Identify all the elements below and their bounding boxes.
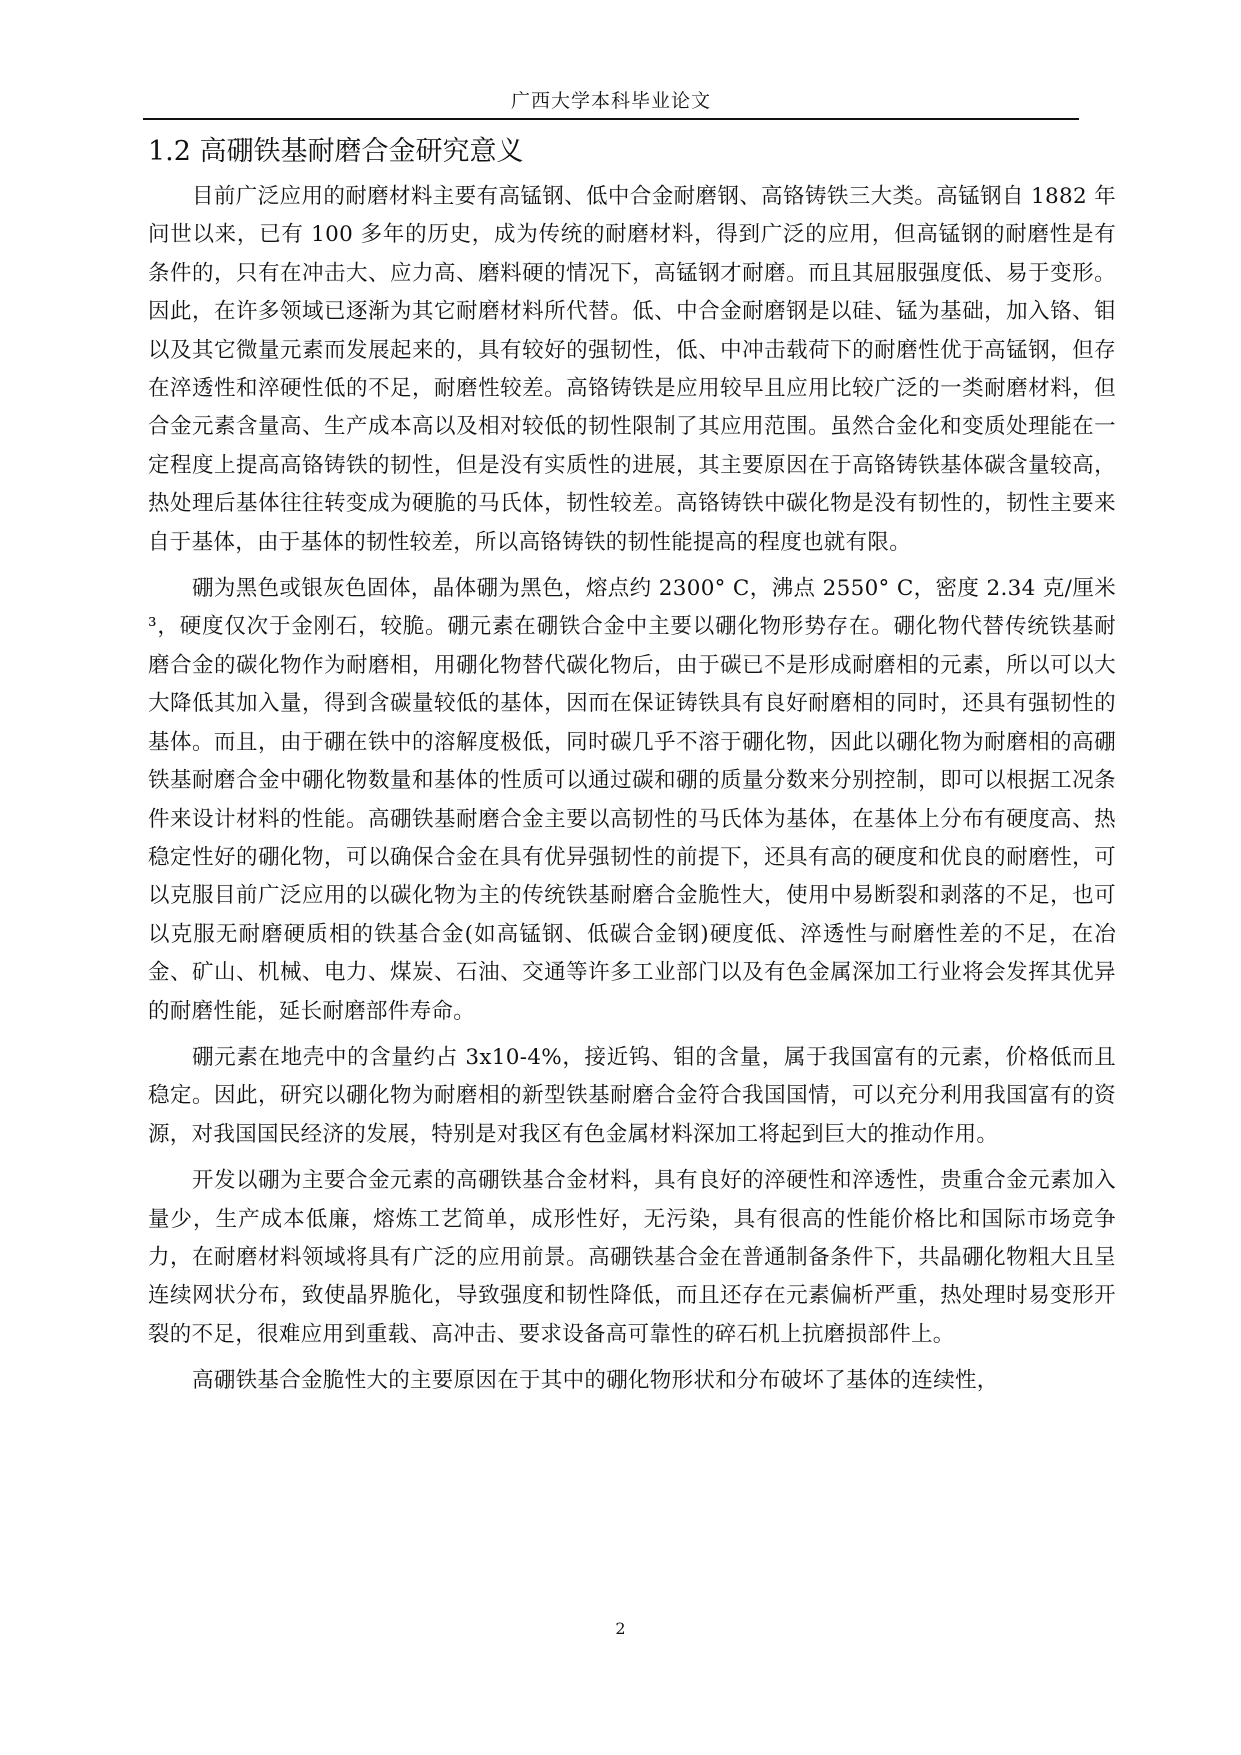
section-title: 1.2 高硼铁基耐磨合金研究意义 <box>148 136 524 167</box>
page-number: 2 <box>615 1619 626 1638</box>
paragraph-brittleness: 高硼铁基合金脆性大的主要原因在于其中的硼化物形状和分布破坏了基体的连续性， <box>192 1368 999 1394</box>
paragraph-boron-resources: 硼元素在地壳中的含量约占 3x10-4%，接近钨、钼的含量，属于我国富有的元素，价格低而且稳定。因此，研究以硼化物为耐磨相的新型铁基耐磨合金符合我国国情，可以充分利用我国富有的资源，对我国国民经济的发展，特别是对我区有色金属材料深加工将起到巨大的推动作用。 <box>148 1044 1116 1147</box>
paragraph-development: 开发以硼为主要合金元素的高硼铁基合金材料，具有良好的淬硬性和淬透性，贵重合金元素加入量少，生产成本低廉，熔炼工艺简单，成形性好，无污染，具有很高的性能价格比和国际市场竞争力，在耐磨材料领域将具有广泛的应用前景。高硼铁基合金在普通制备条件下，共晶硼化物粗大且呈连续网状分布，致使晶界脆化，导致强度和韧性降低，而且还存在元素偏析严重，热处理时易变形开裂的不足，很难应用到重载、高冲击、要求设备高可靠性的碎石机上抗磨损部件上。 <box>148 1168 1116 1347</box>
page-header: 广西大学本科毕业论文 <box>510 90 711 112</box>
body-text <box>148 178 1116 1409</box>
header-rule <box>143 118 1079 120</box>
paragraph-wear-materials: 目前广泛应用的耐磨材料主要有高锰钢、低中合金耐磨钢、高铬铸铁三大类。高锰钢自 1882 年问世以来，已有 100 多年的历史，成为传统的耐磨材料，得到广泛的应用，但高锰钢的耐磨性是有条件的，只有在冲击大、应力高、磨料硬的情况下，高锰钢才耐磨。而且其屈服强度低、易于变形。因此，在许多领域已逐渐为其它耐磨材料所代替。低、中合金耐磨钢是以硅、锰为基础，加入铬、钼以及其它微量元素而发展起来的，具有较好的强韧性，低、中冲击载荷下的耐磨性优于高锰钢，但存在淬透性和淬硬性低的不足，耐磨性较差。高铬铸铁是应用较早且应用比较广泛的一类耐磨材料，但合金元素含量高、生产成本高以及相对较低的韧性限制了其应用范围。虽然合金化和变质处理能在一定程度上提高高铬铸铁的韧性，但是没有实质性的进展，其主要原因在于高铬铸铁基体碳含量较高，热处理后基体往往转变成为硬脆的马氏体，韧性较差。高铬铸铁中碳化物是没有韧性的，韧性主要来自于基体，由于基体的韧性较差，所以高铬铸铁的韧性能提高的程度也就有限。 <box>148 184 1116 555</box>
paragraph-boron-properties: 硼为黑色或银灰色固体，晶体硼为黑色，熔点约 2300° C，沸点 2550° C，密度 2.34 克/厘米³，硬度仅次于金刚石，较脆。硼元素在硼铁合金中主要以硼化物形势存在。硼化物代替传统铁基耐磨合金的碳化物作为耐磨相，用硼化物替代碳化物后，由于碳已不是形成耐磨相的元素，所以可以大大降低其加入量，得到含碳量较低的基体，因而在保证铸铁具有良好耐磨相的同时，还具有强韧性的基体。而且，由于硼在铁中的溶解度极低，同时碳几乎不溶于硼化物，因此以硼化物为耐磨相的高硼铁基耐磨合金中硼化物数量和基体的性质可以通过碳和硼的质量分数来分别控制，即可以根据工况条件来设计材料的性能。高硼铁基耐磨合金主要以高韧性的马氏体为基体，在基体上分布有硬度高、热稳定性好的硼化物，可以确保合金在具有优异强韧性的前提下，还具有高的硬度和优良的耐磨性，可以克服目前广泛应用的以碳化物为主的传统铁基耐磨合金脆性大，使用中易断裂和剥落的不足，也可以克服无耐磨硬质相的铁基合金(如高锰钢、低碳合金钢)硬度低、淬透性与耐磨性差的不足，在冶金、矿山、机械、电力、煤炭、石油、交通等许多工业部门以及有色金属深加工行业将会发挥其优异的耐磨性能，延长耐磨部件寿命。 <box>148 576 1116 1024</box>
